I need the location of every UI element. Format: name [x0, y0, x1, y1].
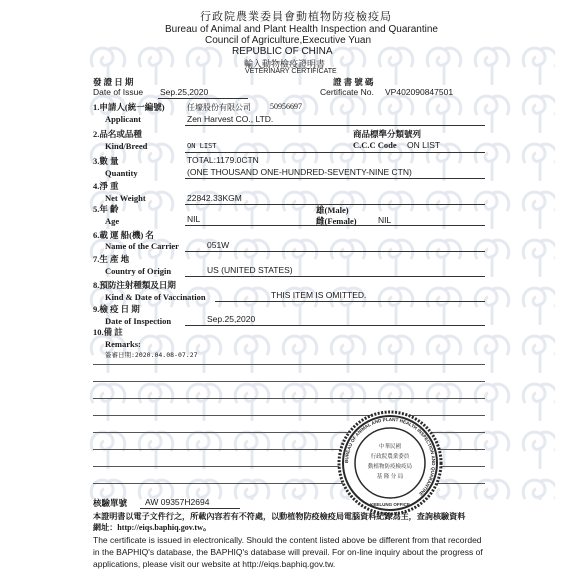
weight-label: Net Weight: [105, 193, 146, 203]
agency-title-en: Bureau of Animal and Plant Health Inspection and Quarantine: [165, 24, 438, 35]
applicant-name-zh: 任壕股份有限公司: [187, 103, 251, 112]
date-of-issue-label: Date of Issue: [93, 87, 144, 97]
seal-line-3: 動植物防疫檢疫局: [367, 464, 413, 470]
footer-note-en-1: The certificate is issued in electronically. Should the content listed above be different from that recorded: [93, 535, 482, 545]
seal-bottom-text: KEELUNG OFFICE: [370, 502, 410, 507]
cert-title-en: VETERINARY CERTIFICATE: [245, 68, 337, 75]
council-title: Council of Agriculture,Executive Yuan: [205, 35, 372, 46]
remarks-label-zh: 10.備 註: [93, 327, 123, 337]
applicant-name: Zen Harvest CO., LTD.: [187, 114, 274, 124]
origin-label-zh: 7.生 產 地: [93, 254, 130, 264]
weight-value: 22842.33KGM: [187, 193, 242, 203]
weight-label-zh: 4.淨 重: [93, 181, 119, 191]
quantity-value: TOTAL:1179.0CTN: [187, 155, 259, 165]
inspection-value: Sep.25,2020: [207, 314, 256, 324]
vaccination-label-zh: 8.預防注射種類及日期: [93, 280, 176, 290]
carrier-label-zh: 6.載 運 船(機) 名: [93, 230, 154, 240]
remarks-label: Remarks:: [105, 339, 141, 349]
agency-title-zh: 行政院農業委員會動植物防疫檢疫局: [200, 11, 392, 23]
origin-value: US (UNITED STATES): [207, 265, 293, 275]
age-label: Age: [105, 216, 120, 226]
remarks-value: 簽審日期:2020.04.08-07.27: [105, 351, 198, 359]
ccc-value: ON LIST: [407, 140, 441, 150]
seal-line-1: 中華民國: [378, 444, 402, 450]
inspection-label: Date of Inspection: [105, 316, 172, 326]
kind-label-zh: 2.品名或品種: [93, 129, 142, 139]
sex-value: NIL: [378, 215, 392, 225]
certificate-no-value: VP402090847501: [385, 87, 454, 97]
vaccination-value: THIS ITEM IS OMITTED.: [271, 290, 367, 300]
carrier-value: 051W: [207, 240, 230, 250]
seal-line-4: 基 隆 分 局: [376, 474, 404, 480]
certificate-no-label-zh: 證 書 號 碼: [333, 77, 374, 87]
ccc-label: C.C.C Code: [353, 140, 397, 150]
seal-ring-text: BUREAU OF ANIMAL AND PLANT HEALTH INSPECTION AND QUARANTINE: [343, 416, 437, 497]
quantity-words: (ONE THOUSAND ONE-HUNDRED-SEVENTY-NINE CTN): [187, 167, 412, 177]
date-of-issue-value: Sep.25,2020: [160, 87, 209, 97]
country-title: REPUBLIC OF CHINA: [232, 46, 333, 57]
female-label: 雌(Female): [316, 216, 357, 226]
footer-note-zh-2: 網址：http://eiqs.baphiq.gov.tw。: [93, 523, 212, 532]
carrier-label: Name of the Carrier: [105, 241, 179, 251]
kind-value: ON LIST: [187, 142, 217, 150]
quantity-label: Quantity: [105, 168, 138, 178]
check-number-label: 核驗單號: [93, 498, 128, 508]
seal-line-2: 行政院農業委員: [370, 454, 410, 460]
applicant-tax-id: 50956697: [270, 102, 302, 111]
kind-label: Kind/Breed: [105, 141, 148, 151]
age-label-zh: 5.年 齡: [93, 204, 119, 214]
official-seal: [337, 410, 443, 516]
check-number-value: AW 09357H2694: [145, 497, 210, 507]
quantity-label-zh: 3.數 量: [93, 156, 119, 166]
inspection-label-zh: 9.檢 疫 日 期: [93, 304, 140, 314]
applicant-label: Applicant: [105, 114, 141, 124]
footer-note-zh-1: 本證明書以電子文件行之，所載內容若有不符處，以動植物防疫檢疫局電腦資料紀錄為主，查詢核驗資料: [93, 512, 466, 521]
age-value: NIL: [187, 214, 201, 224]
applicant-label-zh: 1.申請人(統一編號): [93, 102, 165, 112]
ccc-label-zh: 商品標準分類號列: [353, 129, 422, 139]
certificate-no-label: Certificate No.: [320, 87, 374, 97]
footer-note-en-3: applications, please visit our website at http://eiqs.baphiq.gov.tw.: [93, 559, 336, 569]
male-label: 雄(Male): [316, 205, 349, 215]
footer-note-en-2: in the BAPHIQ's database, the BAPHIQ's database will prevail. For on-line inquiry about the progress of: [93, 547, 483, 557]
date-of-issue-label-zh: 發 證 日 期: [93, 77, 134, 87]
vaccination-label: Kind & Date of Vaccination: [105, 292, 206, 302]
origin-label: Country of Origin: [105, 266, 172, 276]
cert-title-zh: 輸入動物檢疫證明書: [244, 59, 326, 69]
